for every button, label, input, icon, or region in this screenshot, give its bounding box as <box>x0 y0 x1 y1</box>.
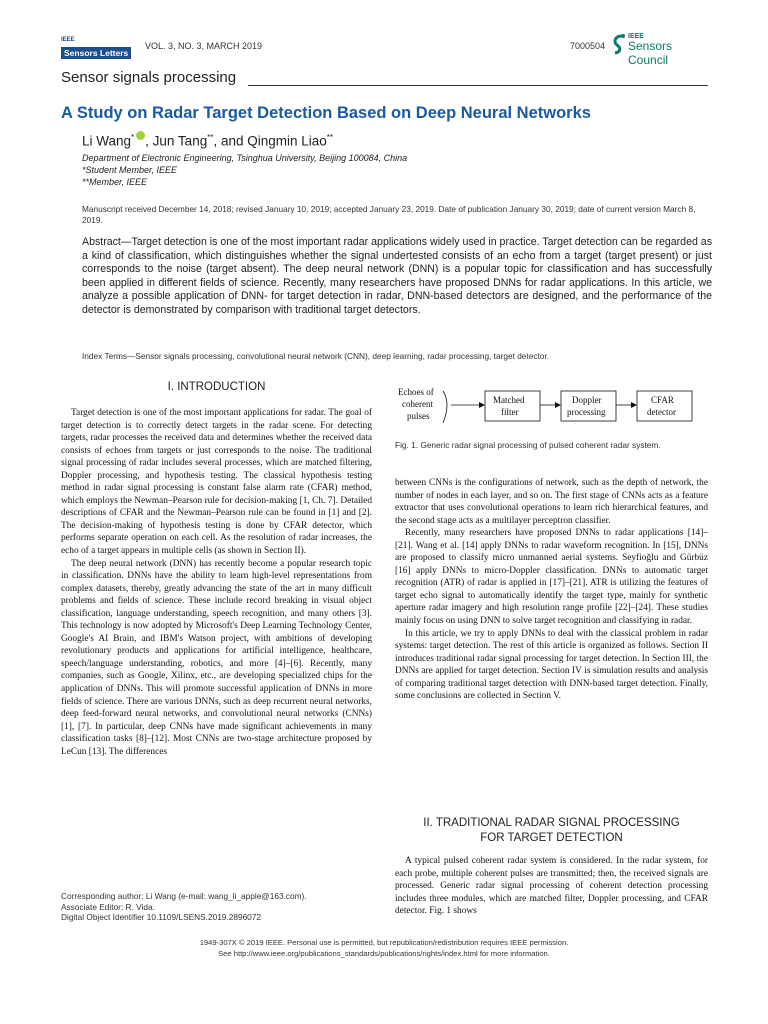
council-ieee-text: IEEE <box>628 33 644 40</box>
council-swirl-icon <box>611 33 627 55</box>
section-2-heading <box>395 816 708 846</box>
section-1-heading: I. INTRODUCTION <box>167 381 266 393</box>
paragraph: Target detection is one of the most important applications for radar. The goal of target detection is to correctly detect targets in the radar scene. For detecting targets, radar processes the received data and determines whether the received data consists of echoes from targets or just corresponds to the noise. The traditional signal processing of radar includes several processes, which are matched filtering, Doppler processing, and hypothesis testing. The classical hypothesis testing method in radar signal processing is constant false alarm rate (CFAR) method, which employs the Newman–Pearson rule for decision-making [1, Ch. 7]. Detailed descriptions of CFAR and the Newman–Pearson rule can be found in [1] and [2]. The decision-making of hypothesis testing is done by CFAR detector, which performs separate operation on each cell. As the resolution of radar increases, the echo of a target appears in multiple cells (as shown in Section II). <box>61 408 372 557</box>
copyright-line-1: 1949-307X © 2019 IEEE. Personal use is permitted, but republication/redistribution requires IEEE permission. <box>199 938 569 947</box>
fig-arrowhead-3 <box>631 402 637 408</box>
fig-block1-line2: filter <box>501 407 519 417</box>
fig-block3-line2: detector <box>647 407 676 417</box>
council-name: Sensors Council <box>628 39 673 67</box>
paragraph: A typical pulsed coherent radar system is considered. In the radar system, for each probe, multiple coherent pulses are transmitted; then, the received signals are processed. Generic radar signal processing of coherent detection processing includes three modules, which are matched filter, Doppler processing, and CFAR detector. Fig. 1 shows <box>395 856 708 917</box>
fig-block2-line1: Doppler <box>572 395 602 405</box>
section-2-heading-line2: FOR TARGET DETECTION <box>480 832 623 844</box>
figure-1-caption: Fig. 1. Generic radar signal processing of pulsed coherent radar system. <box>395 440 661 450</box>
author-3: , and Qingmin Liao <box>213 133 327 149</box>
author-2: , Jun Tang <box>145 133 208 149</box>
affiliation-student: *Student Member, IEEE <box>82 165 178 175</box>
fig-arrowhead-1 <box>479 402 485 408</box>
author-1-mark: * <box>131 133 135 142</box>
journal-logo <box>61 37 141 61</box>
index-terms: Index Terms—Sensor signals processing, convolutional neural network (CNN), deep learning, radar processing, target detector. <box>82 351 550 361</box>
affiliation-dept: Department of Electronic Engineering, Tsinghua University, Beijing 100084, China <box>82 153 408 163</box>
logo-ieee-text: IEEE <box>61 37 75 43</box>
left-column <box>61 407 372 758</box>
fig-input-label-2: coherent <box>402 399 433 409</box>
copyright-line-2[interactable]: See http://www.ieee.org/publications_standards/publications/rights/index.html for more information. <box>218 948 550 958</box>
associate-editor: Associate Editor: R. Vida. <box>61 901 155 912</box>
fig-input-label-1: Echoes of <box>398 387 434 397</box>
section-2-body <box>395 855 708 918</box>
paragraph: The deep neural network (DNN) has recently become a popular research topic in classification. DNNs have the ability to learn high-level representations from complex datasets, thereby, greatly advancing the state of the art in many difficult problems and fields of science. These include record breaking in visual object classification, language understanding, speech recognition, and many others [3]. This technology is now adopted by Microsoft's Deep Learning Technology Center, Google's AI Brain, and IBM's Watson project, with ambitions of developing revolutionary products and applications for artificial intelligence, healthcare, speech/language understanding, robotics, and more [4]–[6]. Recently, many companies, such as Google, Xilinx, etc., are developing specialized chips for the application of DNNs. This will promote successful application of DNNs in more fields of science. There are various DNNs, such as deep recurrent neural networks, deep feed-forward neural networks, and convolutional neural networks (CNNs) [1], [7]. In particular, deep CNNs have made significant achievements in many classification tasks [8]–[12]. Most CNNs are two-stage architecture proposed by LeCun [13]. The differences <box>61 558 372 757</box>
paragraph: between CNNs is the configurations of network, such as the depth of network, the number of nodes in each layer, and so on. The first stage of CNNs acts as a feature extractor that uses convolutional operations to learn rich hierarchical features, and the second stage acts as a multilayer perceptron classifier. <box>395 478 708 526</box>
orcid-icon[interactable] <box>136 131 145 140</box>
fig-block3-line1: CFAR <box>651 395 674 405</box>
figure-1-diagram <box>395 383 708 433</box>
affiliation-member: **Member, IEEE <box>82 177 148 187</box>
article-number: 7000504 <box>570 41 606 51</box>
paragraph: In this article, we try to apply DNNs to deal with the classical problem in radar systems: target detection. The rest of this article is organized as follows. Section II introduces traditional radar signal processing for target detection. In Section III, the DNNs are applied for target detection. Section IV is simulation results and analysis of comparing traditional target detection with DNN-based target detection. Finally, some conclusions are collected in Section V. <box>395 628 708 702</box>
fig-block1-line1: Matched <box>493 395 525 405</box>
fig-arrowhead-2 <box>555 402 561 408</box>
manuscript-dates: Manuscript received December 14, 2018; revised January 10, 2019; accepted January 23, 2019. Date of publication January 30, 2019; date of current version March 8, 2019. <box>82 204 696 225</box>
affiliations <box>82 152 407 188</box>
authors <box>82 131 333 149</box>
abstract: Abstract—Target detection is one of the most important radar applications widely used in practice. Target detection can be regarded as a kind of classification, which distinguishes whether the signal undertested consists of an echo from a target (target present) or just corresponds to the noise (target absent). The deep neural network (DNN) is a popular topic for classification and has successfully been applied in different fields of science. Recently, many researchers have proposed DNNs for radar applications. In this article, we analyze a possible application of DNN- for target detection in radar, DNN-based detectors are designed, and the performance of the detector is demonstrated by comparison with traditional target detectors. <box>82 236 712 316</box>
fig-input-label-3: pulses <box>407 411 430 421</box>
author-1: Li Wang <box>82 133 132 149</box>
volume-info: VOL. 3, NO. 3, MARCH 2019 <box>145 41 263 51</box>
section-category: Sensor signals processing <box>61 69 237 86</box>
author-2-mark: ** <box>207 133 214 142</box>
paragraph: Recently, many researchers have proposed DNNs to radar applications [14]–[21]. Wang et al. [14] apply DNNs to radar waveform recognition. In [15], DNNs are proposed to classify micro unmanned aerial systems. Seyfioğlu and Gürbüz [16] apply DNNs to micro-Doppler classification. DNNs to automatic target recognition (ATR) of radar is applied in [17]–[21]. ATR is utilizing the features of target echo signal to automatically identify the target type, mainly for synthetic aperture radar imagery and high resolution range profile [22]–[24]. These studies mainly focus on using DNN to solve target recognition and classifying in radar. <box>395 528 708 627</box>
copyright-notice <box>0 938 768 959</box>
fig-input-brace <box>443 391 447 423</box>
author-3-mark: ** <box>326 133 334 142</box>
paper-title: A Study on Radar Target Detection Based on Deep Neural Networks <box>61 104 591 122</box>
logo-journal-name: Sensors Letters <box>61 47 131 59</box>
corresponding-author: Corresponding author: Li Wang (e-mail: wang_li_apple@163.com). <box>61 891 307 901</box>
section-rule <box>248 85 708 86</box>
footnote <box>61 891 307 923</box>
fig-block2-line2: processing <box>567 407 606 417</box>
doi: Digital Object Identifier 10.1109/LSENS.2019.2896072 <box>61 912 262 922</box>
section-2-heading-line1: II. TRADITIONAL RADAR SIGNAL PROCESSING <box>423 817 680 829</box>
right-column <box>395 477 708 703</box>
sensors-council-logo <box>611 33 711 67</box>
